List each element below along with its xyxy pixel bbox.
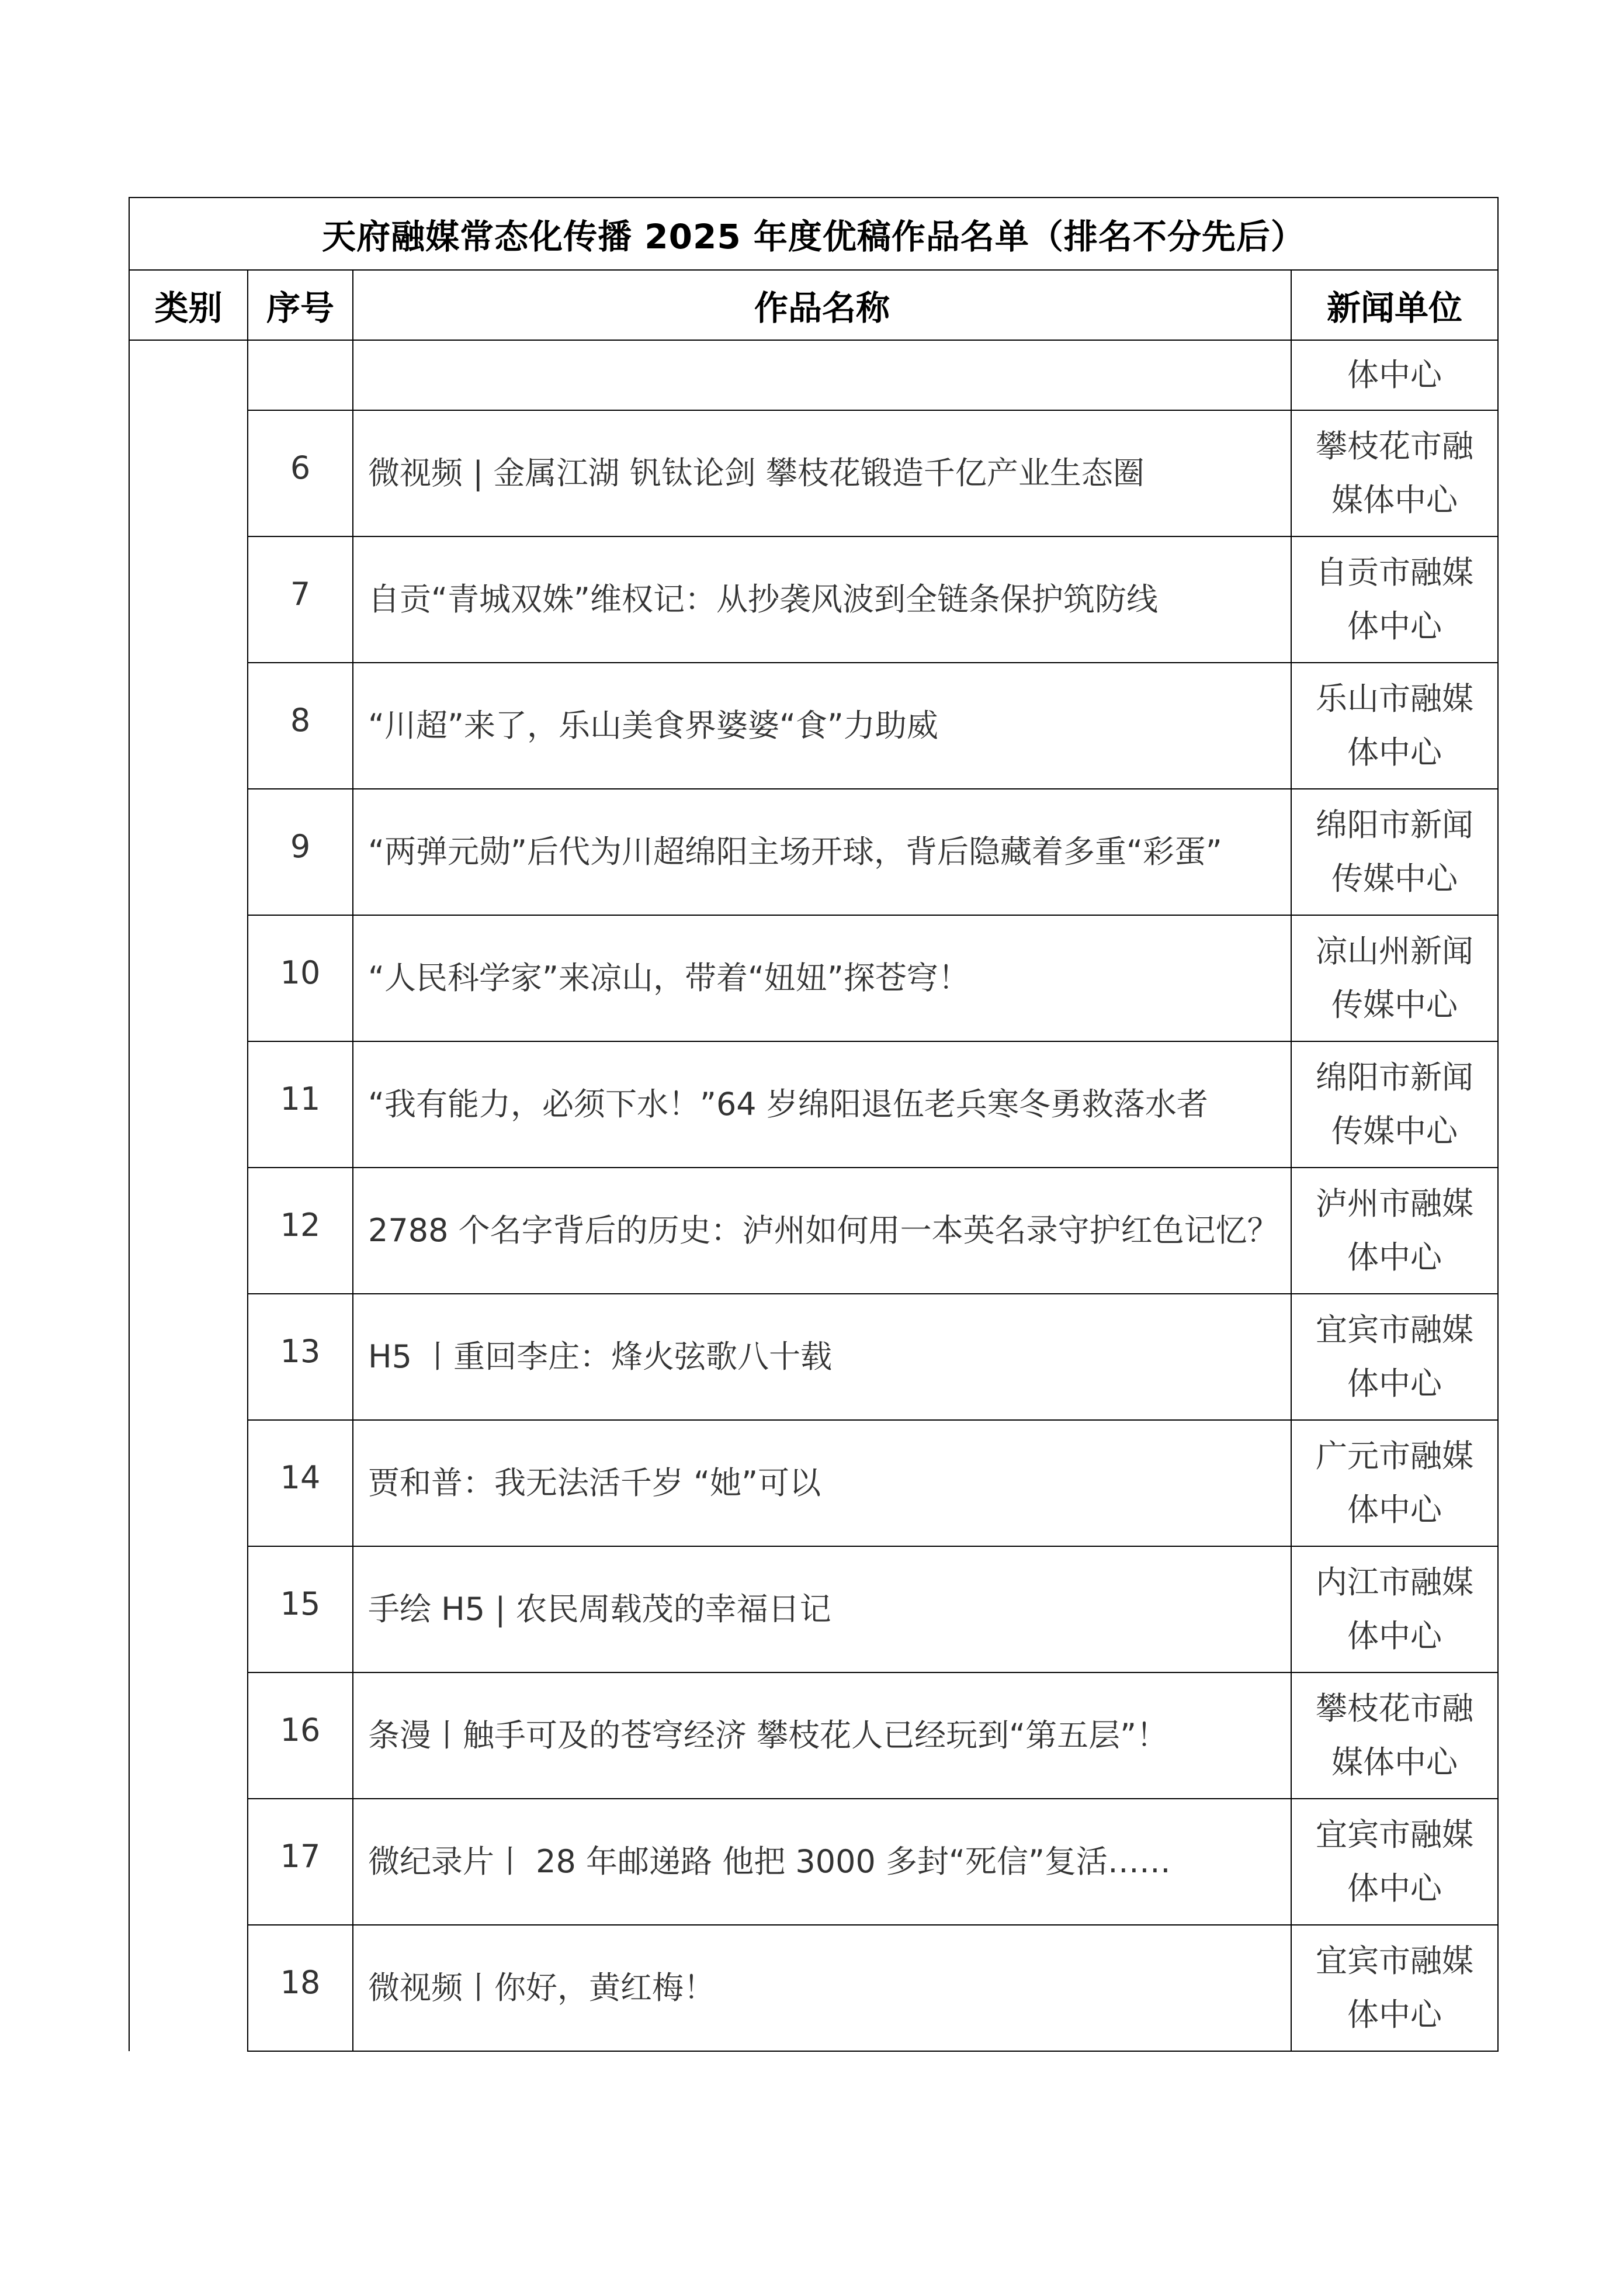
table-row [129, 1546, 1498, 1672]
row-work-title: H5 丨重回李庄：烽火弦歌八十载 [353, 1294, 1291, 1420]
row-work-title: 自贡“青城双姝”维权记：从抄袭风波到全链条保护筑防线 [353, 536, 1291, 663]
continued-title-cell [353, 340, 1291, 410]
row-news-unit: 自贡市融媒体中心 [1291, 536, 1498, 663]
row-index: 11 [248, 1041, 353, 1168]
row-work-title: “两弹元勋”后代为川超绵阳主场开球，背后隐藏着多重“彩蛋” [353, 789, 1291, 915]
category-cell [129, 340, 248, 2051]
header-row [129, 270, 1498, 340]
row-news-unit: 凉山州新闻传媒中心 [1291, 915, 1498, 1041]
row-index: 10 [248, 915, 353, 1041]
continued-index-cell [248, 340, 353, 410]
row-news-unit: 攀枝花市融媒体中心 [1291, 1672, 1498, 1799]
row-news-unit: 绵阳市新闻传媒中心 [1291, 1041, 1498, 1168]
row-index: 12 [248, 1168, 353, 1294]
title-row [129, 198, 1498, 270]
table-row [129, 1168, 1498, 1294]
row-news-unit: 攀枝花市融媒体中心 [1291, 410, 1498, 536]
row-index: 13 [248, 1294, 353, 1420]
row-news-unit: 乐山市融媒体中心 [1291, 663, 1498, 789]
row-work-title: 贾和普：我无法活千岁 “她”可以 [353, 1420, 1291, 1546]
table-row [129, 1420, 1498, 1546]
row-news-unit: 宜宾市融媒体中心 [1291, 1925, 1498, 2051]
row-work-title: 手绘 H5 | 农民周载茂的幸福日记 [353, 1546, 1291, 1672]
table-row [129, 1925, 1498, 2051]
row-index: 18 [248, 1925, 353, 2051]
header-work-title: 作品名称 [353, 270, 1291, 340]
table-row [129, 410, 1498, 536]
table-row [129, 1041, 1498, 1168]
header-category: 类别 [129, 270, 248, 340]
row-work-title: 微纪录片丨 28 年邮递路 他把 3000 多封“死信”复活…… [353, 1799, 1291, 1925]
header-news-unit: 新闻单位 [1291, 270, 1498, 340]
table-row [129, 536, 1498, 663]
row-work-title: “川超”来了，乐山美食界婆婆“食”力助威 [353, 663, 1291, 789]
row-index: 14 [248, 1420, 353, 1546]
row-work-title: 2788 个名字背后的历史：泸州如何用一本英名录守护红色记忆？ [353, 1168, 1291, 1294]
row-index: 8 [248, 663, 353, 789]
row-work-title: “人民科学家”来凉山，带着“妞妞”探苍穹！ [353, 915, 1291, 1041]
row-news-unit: 内江市融媒体中心 [1291, 1546, 1498, 1672]
row-news-unit: 宜宾市融媒体中心 [1291, 1799, 1498, 1925]
header-index: 序号 [248, 270, 353, 340]
row-work-title: 条漫丨触手可及的苍穹经济 攀枝花人已经玩到“第五层”！ [353, 1672, 1291, 1799]
row-index: 6 [248, 410, 353, 536]
table-row [129, 915, 1498, 1041]
table-row [129, 663, 1498, 789]
continued-row [129, 340, 1498, 410]
table-title: 天府融媒常态化传播 2025 年度优稿作品名单（排名不分先后） [129, 198, 1498, 270]
row-news-unit: 泸州市融媒体中心 [1291, 1168, 1498, 1294]
row-index: 15 [248, 1546, 353, 1672]
table-row [129, 1799, 1498, 1925]
row-index: 9 [248, 789, 353, 915]
row-work-title: “我有能力，必须下水！”64 岁绵阳退伍老兵寒冬勇救落水者 [353, 1041, 1291, 1168]
row-index: 16 [248, 1672, 353, 1799]
row-index: 7 [248, 536, 353, 663]
awards-table [129, 197, 1499, 2052]
row-work-title: 微视频 | 金属江湖 钒钛论剑 攀枝花锻造千亿产业生态圈 [353, 410, 1291, 536]
row-news-unit: 广元市融媒体中心 [1291, 1420, 1498, 1546]
row-work-title: 微视频丨你好，黄红梅！ [353, 1925, 1291, 2051]
table-row [129, 1294, 1498, 1420]
row-news-unit: 绵阳市新闻传媒中心 [1291, 789, 1498, 915]
continued-unit: 体中心 [1291, 340, 1498, 410]
row-news-unit: 宜宾市融媒体中心 [1291, 1294, 1498, 1420]
table-row [129, 789, 1498, 915]
row-index: 17 [248, 1799, 353, 1925]
table-row [129, 1672, 1498, 1799]
